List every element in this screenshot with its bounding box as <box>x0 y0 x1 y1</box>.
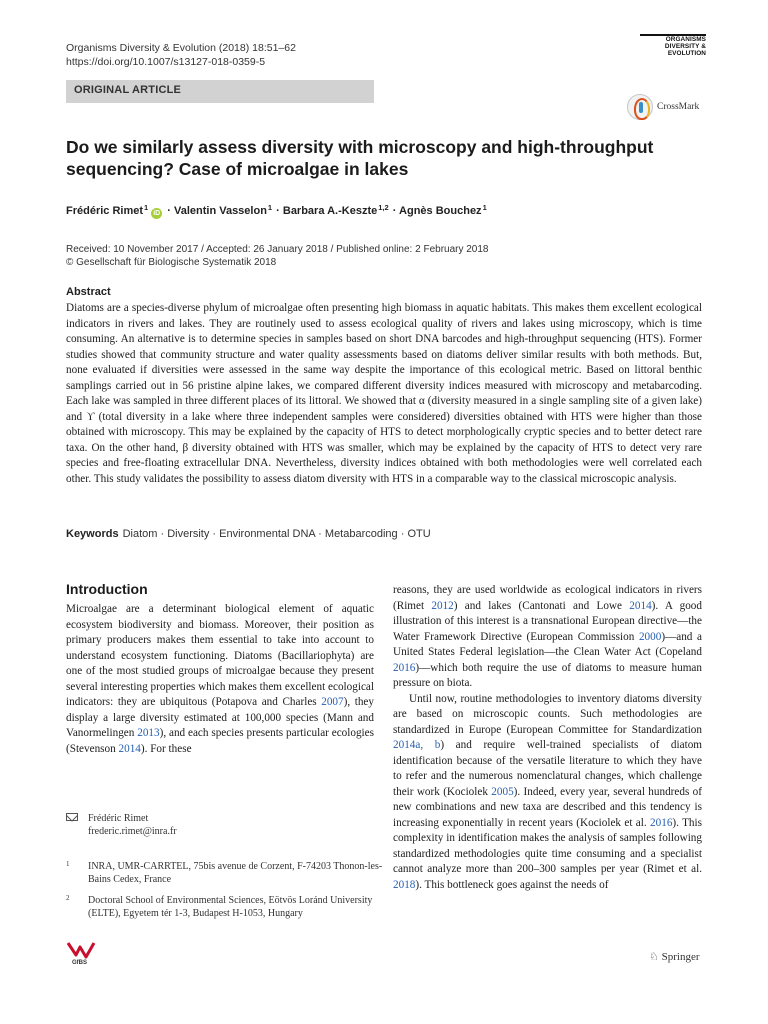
text-run: ). This bottleneck goes against the needs of <box>415 878 609 891</box>
text-run: ). A good illustration of this interest is a transnational European directive—the Water Framework Directive (European Commission <box>393 599 702 643</box>
abstract-heading: Abstract <box>66 286 111 298</box>
springer-horse-icon: ♘ <box>649 951 659 963</box>
text-run: ) and lakes (Cantonati and Lowe <box>453 599 630 612</box>
text-run: Until now, routine methodologies to inventory diatoms diversity are based on microscopic counts. Such methodologies are standardized in Europe (European Committee for Standardization <box>393 692 702 736</box>
journal-logo-line: ORGANISMS <box>665 36 706 43</box>
citation-link[interactable]: 2016 <box>650 816 673 829</box>
gfbs-logo <box>66 941 96 965</box>
article-type-bar <box>66 80 374 103</box>
journal-logo-line: EVOLUTION <box>667 49 706 57</box>
author-affiliation-mark: 1 <box>267 203 273 212</box>
author-name[interactable]: Valentin Vasselon <box>173 205 267 217</box>
citation-link[interactable]: 2013 <box>137 727 160 739</box>
introduction-paragraph <box>393 583 702 692</box>
author-name[interactable]: Barbara A.-Keszte <box>282 205 378 217</box>
text-run: ). This complexity in identification makes the analysis of samples following standardized methodologies quite time consuming and a specialist cannot analyze more than 200–300 samples per year (Rimet et al. <box>393 816 702 875</box>
citation-link[interactable]: 2014a, b <box>393 739 441 751</box>
gfbs-logo-text: GfBS <box>72 960 87 965</box>
text-run: )—and a United States Federal legislation—the Clean Water Act (Copeland <box>393 630 702 658</box>
journal-logo <box>640 34 706 57</box>
affiliation-number: 1 <box>66 860 70 868</box>
author-affiliation-mark: 1 <box>144 203 149 212</box>
doi-link[interactable]: https://doi.org/10.1007/s13127-018-0359-5 <box>66 56 266 68</box>
correspondence <box>66 812 177 837</box>
keywords-label: Keywords <box>66 528 119 540</box>
text-run: )—which both require the use of diatoms to measure human pressure on biota. <box>393 661 702 689</box>
citation-link[interactable]: 2005 <box>491 785 514 798</box>
author-list: Frédéric Rimet$^1$iD · Valentin Vasselon$^1$ · Barbara A.-Keszte$^{1,2}$ · Agnès Bouchez$^1$ <box>66 203 487 217</box>
publisher-name: Springer <box>661 951 700 963</box>
journal-citation: Organisms Diversity & Evolution (2018) 18:51–62 <box>66 42 296 54</box>
publication-history: Received: 10 November 2017 / Accepted: 26 January 2018 / Published online: 2 February 2018 <box>66 244 489 255</box>
corresponding-author: Frédéric Rimet <box>88 813 149 824</box>
copyright-notice: © Gesellschaft für Biologische Systematik 2018 <box>66 257 277 268</box>
crossmark-icon <box>627 94 653 120</box>
introduction-paragraph <box>393 692 702 894</box>
text-run: ). For these <box>140 742 192 755</box>
envelope-icon <box>66 813 78 821</box>
citation-link[interactable]: 2018 <box>393 878 416 891</box>
citation-link[interactable]: 2007 <box>321 696 344 708</box>
introduction-right-column <box>393 583 702 893</box>
introduction-left-column <box>66 602 374 757</box>
text-run: ). Indeed, every year, several hundreds of new combinations and new taxa are described and this tendency is increasing exponentially in recent years (Kociolek et al. <box>393 785 702 829</box>
author-name[interactable]: Frédéric Rimet <box>66 205 144 217</box>
crossmark-label: CrossMark <box>657 102 700 112</box>
affiliation-text: INRA, UMR-CARRTEL, 75bis avenue de Corzent, F-74203 Thonon-les-Bains Cedex, France <box>88 861 383 885</box>
publisher-logo <box>649 950 700 963</box>
citation-link[interactable]: 2014 <box>629 599 652 612</box>
text-run: Microalgae are a determinant biological element of aquatic ecosystem biodiversity and biomass. Moreover, their position as primary producers makes them essential to take into account to understand ecosystem functioning. Diatoms (Bacillariophyta) are one of the most studied groups of microalgae because they present several interesting properties which makes them excellent ecological indicators: they are ubiquitous (Potapova and Charles <box>66 603 374 708</box>
keywords <box>66 528 431 540</box>
citation-link[interactable]: 2014 <box>118 742 141 755</box>
affiliation-text: Doctoral School of Environmental Sciences, Eötvös Loránd University (ELTE), Egyetem tér 1-3, Budapest H-1053, Hungary <box>88 895 373 919</box>
author-name[interactable]: Agnès Bouchez <box>399 205 482 217</box>
citation-link[interactable]: 2000 <box>638 630 662 643</box>
abstract-text: Diatoms are a species-diverse phylum of microalgae often presenting high biomass in aquatic habitats. This makes them excellent ecological indicators in rivers and lakes. They are routinely used to assess ecological quality of rivers and lakes using microscopy, which is time consuming. An alternative is to determine species in samples based on short DNA barcodes and high-throughput sequencing (HTS). Former studies showed that community structure and water quality assessments based on diatoms deliver similar results with both methods. But, none evaluated if diversities were assessed in the same way despite the importance of this ecological metric. Based on littoral benthic samplings carried out in 56 pristine alpine lakes, we compared different diversity indices measured with microscopy and metabarcoding. Each lake was sampled in three different places of its littoral. We showed that α (diversity measured in a single sampling site of a given lake) and ϒ (total diversity in a lake where three independent samples were considered) diversities obtained with HTS were higher than those obtained with microscopy. This may be explained by the capacity of HTS to detect morphologically cryptic species and to better detect rare taxa. On the other hand, β diversity obtained with HTS was smaller, which may be explained by the capacity of HTS to detect very rare species and free-floating extracellular DNA. Nevertheless, diversity indices obtained with both methodologies were well correlated each other. This study validates the possibility to assess diatom diversity with HTS in a comparable way to the classical microscopic analysis. <box>66 302 702 485</box>
article-title: Do we similarly assess diversity with microscopy and high-throughput sequencing? Case of microalgae in lakes <box>66 137 654 179</box>
author-affiliation-mark: 1 <box>482 203 487 212</box>
citation-link[interactable]: 2012 <box>431 599 454 612</box>
text-run: ), they display a large diversity estimated at 100,000 species (Mann and Vanormelingen <box>66 696 374 739</box>
orcid-icon[interactable]: iD <box>153 210 161 217</box>
affiliation-number: 2 <box>66 894 70 902</box>
text-run: ) and require well-trained specialists of diatom identification because of the versatile literature to which they have to refer and the numerous nomenclatural changes, which challenge their work (Kociolek <box>393 739 702 798</box>
text-run: ), and each species presents particular ecologies (Stevenson <box>66 727 374 755</box>
journal-logo-line: DIVERSITY & <box>664 42 706 50</box>
author-affiliation-mark: 1,2 <box>378 203 389 212</box>
crossmark-badge[interactable] <box>627 94 707 122</box>
article-type: ORIGINAL ARTICLE <box>74 84 182 96</box>
citation-link[interactable]: 2016 <box>393 661 416 674</box>
introduction-paragraph <box>66 602 374 757</box>
corresponding-email[interactable]: frederic.rimet@inra.fr <box>88 826 177 837</box>
text-run: reasons, they are used worldwide as ecological indicators in rivers (Rimet <box>393 584 702 612</box>
keywords-list: Diatom · Diversity · Environmental DNA · Metabarcoding · OTU <box>122 528 431 540</box>
introduction-heading: Introduction <box>66 581 148 597</box>
